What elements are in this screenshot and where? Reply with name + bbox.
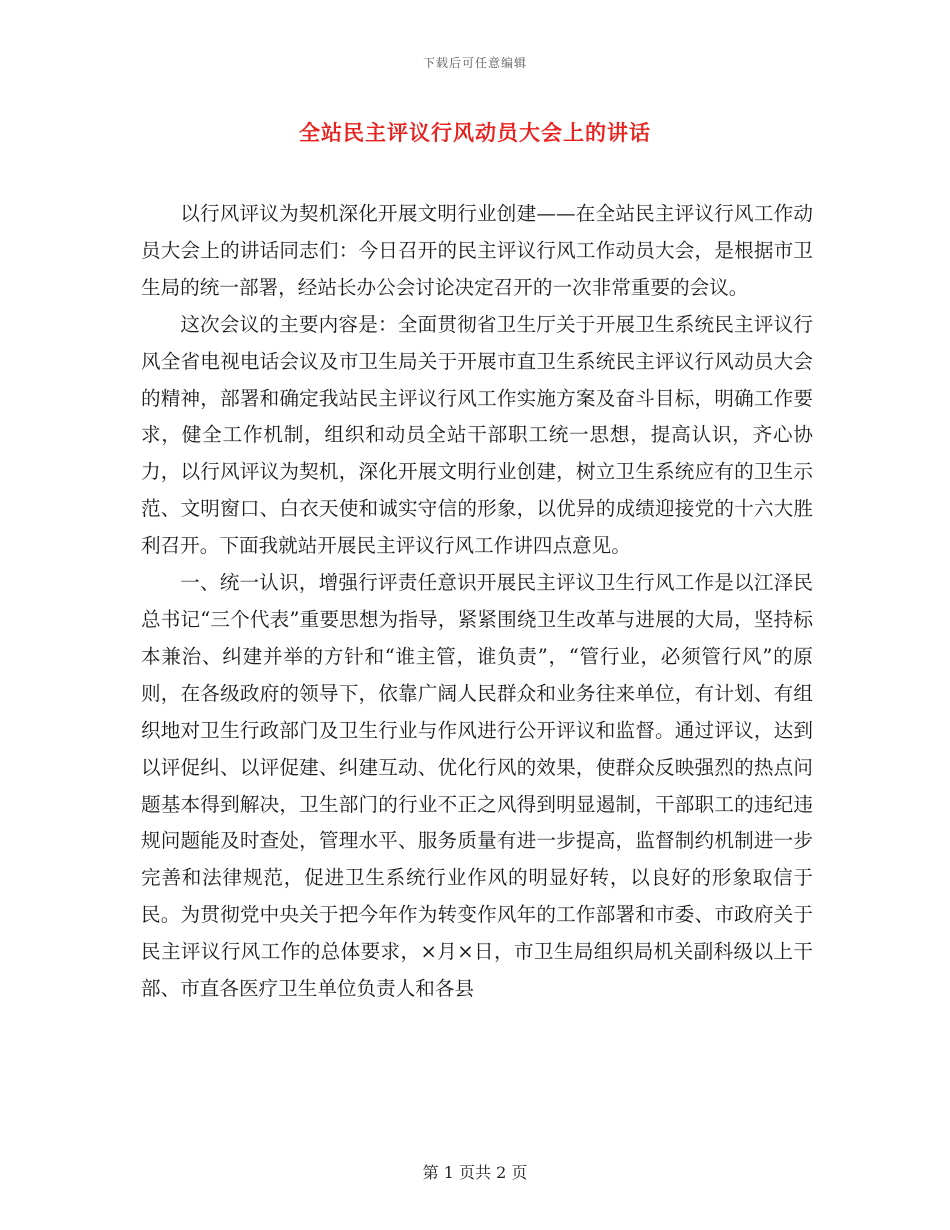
header-note: 下载后可任意编辑 <box>422 56 527 70</box>
document-body <box>141 196 813 1008</box>
page-number: 第 1 页共 2 页 <box>422 1163 528 1182</box>
paragraph-1: 以行风评议为契机深化开展文明行业创建——在全站民主评议行风工作动员大会上的讲话同志们：今日召开的民主评议行风工作动员大会，是根据市卫生局的统一部署，经站长办公会讨论决定召开的一次非常重要的会议。 <box>141 202 813 299</box>
paragraph-3: 一、统一认识，增强行评责任意识开展民主评议卫生行风工作是以江泽民总书记“三个代表”重要思想为指导，紧紧围绕卫生改革与进展的大局，坚持标本兼治、纠建并举的方针和“谁主管，谁负责”，“管行业，必须管行风”的原则，在各级政府的领导下，依靠广阔人民群众和业务往来单位，有计划、有组织地对卫生行政部门及卫生行业与作风进行公开评议和监督。通过评议，达到以评促纠、以评促建、纠建互动、优化行风的效果，使群众反映强烈的热点问题基本得到解决，卫生部门的行业不正之风得到明显遏制，干部职工的违纪违规问题能及时查处，管理水平、服务质量有进一步提高，监督制约机制进一步完善和法律规范，促进卫生系统行业作风的明显好转，以良好的形象取信于民。为贯彻党中央关于把今年作为转变作风年的工作部署和市委、市政府关于民主评议行风工作的总体要求，×月×日，市卫生局组织局机关副科级以上干部、市直各医疗卫生单位负责人和各县 <box>141 571 813 1001</box>
document-title: 全站民主评议行风动员大会上的讲话 <box>299 120 651 145</box>
paragraph-2: 这次会议的主要内容是：全面贯彻省卫生厅关于开展卫生系统民主评议行风全省电视电话会议及市卫生局关于开展市直卫生系统民主评议行风动员大会的精神，部署和确定我站民主评议行风工作实施方案及奋斗目标，明确工作要求，健全工作机制，组织和动员全站干部职工统一思想，提高认识，齐心协力，以行风评议为契机，深化开展文明行业创建，树立卫生系统应有的卫生示范、文明窗口、白衣天使和诚实守信的形象，以优异的成绩迎接党的十六大胜利召开。下面我就站开展民主评议行风工作讲四点意见。 <box>141 312 813 558</box>
